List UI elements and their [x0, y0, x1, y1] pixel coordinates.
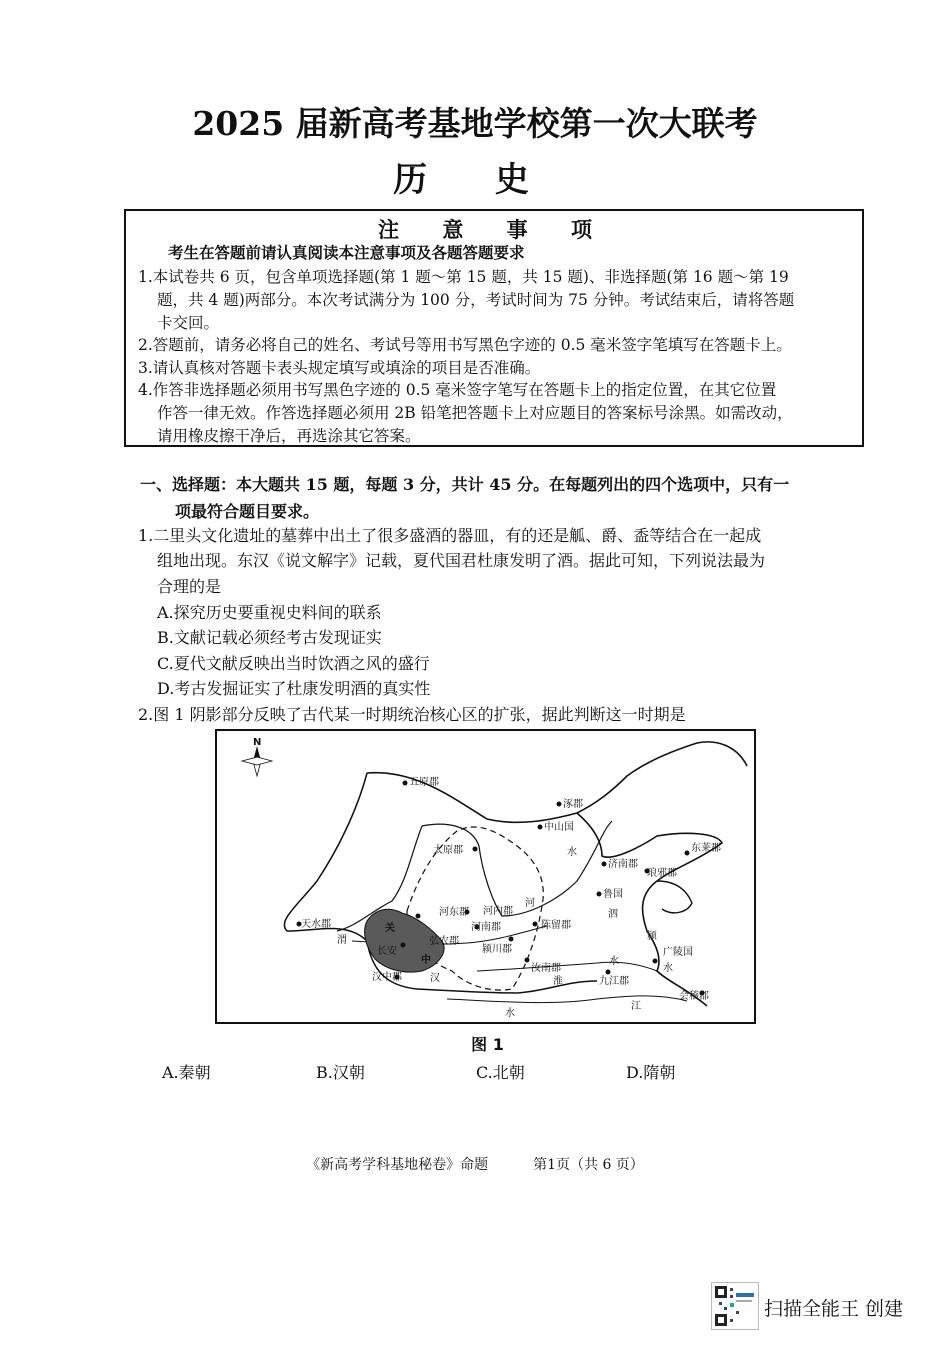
map-figure — [217, 731, 754, 1022]
page-footer — [0, 1154, 950, 1174]
q1-option-d: D.考古发掘证实了杜康发明酒的真实性 — [157, 679, 431, 698]
map-label: 济南郡 — [608, 859, 638, 870]
coastline-peninsula — [657, 881, 692, 913]
subject-title: 历 史 — [393, 160, 557, 200]
q1-stem: 组地出现。东汉《说文解字》记载，夏代国君杜康发明了酒。据此可知，下列说法最为 — [157, 551, 766, 570]
map-label: 渭 — [337, 935, 347, 946]
map-label: 中 — [421, 955, 431, 966]
q2-option-c: C.北朝 — [476, 1063, 525, 1082]
map-label: 琅邪郡 — [647, 868, 677, 879]
section-heading-cont: 项最符合题目要求。 — [175, 502, 320, 521]
notice-line: 作答一律无效。作答选择题必须用 2B 铅笔把答题卡上对应题目的答案标号涂黑。如需改动， — [157, 404, 793, 422]
notice-line: 3.请认真核对答题卡表头规定填写或填涂的项目是否准确。 — [138, 359, 541, 377]
footer-source: 《新高考学科基地秘卷》命题 — [306, 1157, 489, 1173]
notice-line: 卡交回。 — [157, 314, 220, 332]
map-label: 鲁国 — [603, 889, 623, 900]
map-label: 颍 — [647, 931, 657, 942]
compass-icon — [242, 746, 272, 776]
q1-option-c: C.夏代文献反映出当时饮酒之风的盛行 — [157, 654, 430, 673]
q1-stem: 1.二里头文化遗址的墓葬中出土了很多盛酒的器皿，有的还是觚、爵、盉等结合在一起成 — [138, 526, 762, 545]
q2-option-a: A.秦朝 — [162, 1063, 211, 1082]
map-label: 汝南郡 — [531, 963, 561, 974]
map-label: 淮 — [553, 976, 563, 987]
map-label: 长安 — [377, 946, 397, 957]
q2-option-b: B.汉朝 — [316, 1063, 365, 1082]
map-label: 东莱郡 — [691, 843, 721, 854]
q1-option-b: B.文献记载必须经考古发现证实 — [157, 628, 382, 647]
notice-title: 注 意 事 项 — [378, 217, 610, 242]
figure-caption: 图 1 — [471, 1035, 504, 1054]
notice-line: 4.作答非选择题必须用书写黑色字迹的 0.5 毫米签字笔写在答题卡上的指定位置，在其它位置 — [138, 381, 777, 399]
map-label: 颍川郡 — [482, 944, 512, 955]
map-label: 水 — [505, 1008, 515, 1019]
map-label: 广陵国 — [663, 947, 693, 958]
region-border — [284, 773, 597, 993]
notice-line: 1.本试卷共 6 页，包含单项选择题(第 1 题～第 15 题，共 15 题)、非选择题(第 16 题～第 19 — [138, 268, 789, 286]
q1-option-a: A.探究历史要重视史料间的联系 — [157, 603, 382, 622]
map-label: 弘农郡 — [429, 936, 459, 947]
map-label: N — [253, 737, 262, 748]
map-label: 涿郡 — [563, 799, 583, 810]
huai-river — [477, 962, 657, 971]
exam-title: 2025 届新高考基地学校第一次大联考 — [192, 104, 758, 143]
notice-line: 请用橡皮擦干净后，再选涂其它答案。 — [157, 427, 421, 445]
map-label: 泗 — [608, 909, 618, 920]
map-label: 天水郡 — [301, 919, 331, 930]
map-label: 水 — [663, 963, 673, 974]
map-label: 陈留郡 — [541, 920, 571, 931]
map-label: 河南郡 — [471, 922, 501, 933]
notice-subtitle: 考生在答题前请认真阅读本注意事项及各题答题要求 — [168, 243, 525, 262]
map-label: 水 — [567, 847, 577, 858]
map-label: 水 — [609, 956, 619, 967]
map-label: 河 — [525, 898, 535, 909]
yangtze-river — [447, 996, 687, 1003]
notice-line: 2.答题前，请务必将自己的姓名、考试号等用书写黑色字迹的 0.5 毫米签字笔填写在答题卡上。 — [138, 336, 792, 354]
map-label: 汉中郡 — [372, 972, 402, 983]
map-label: 江 — [631, 1001, 641, 1012]
section-heading: 一、选择题：本大题共 15 题，每题 3 分，共计 45 分。在每题列出的四个选项中，只有一 — [140, 475, 790, 494]
q2-option-d: D.隋朝 — [626, 1063, 676, 1082]
map-label: 五原郡 — [409, 777, 439, 788]
qr-code-icon — [711, 1282, 759, 1330]
q2-stem: 2.图 1 阴影部分反映了古代某一时期统治核心区的扩张，据此判断这一时期是 — [138, 705, 686, 724]
map-label: 汉 — [430, 973, 440, 984]
notice-line: 题，共 4 题)两部分。本次考试满分为 100 分，考试时间为 75 分钟。考试结束后，请将答题 — [157, 291, 795, 309]
q1-stem: 合理的是 — [157, 577, 222, 596]
map-label: 河东郡 — [439, 907, 469, 918]
map-label: 中山国 — [544, 822, 574, 833]
map-label: 太原郡 — [433, 845, 463, 856]
footer-page-number: 第1页（共 6 页） — [533, 1157, 644, 1173]
map-label: 河内郡 — [483, 906, 513, 917]
map-label: 关 — [385, 923, 395, 934]
map-label: 九江郡 — [599, 976, 629, 987]
map-label: 会稽郡 — [679, 991, 709, 1002]
scanner-watermark: 扫描全能王 创建 — [764, 1298, 904, 1320]
